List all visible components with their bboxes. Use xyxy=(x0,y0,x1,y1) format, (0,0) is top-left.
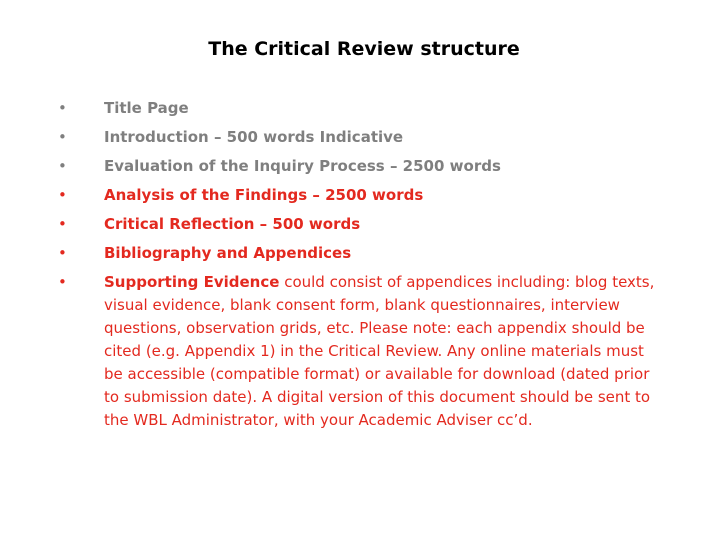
list-item xyxy=(56,213,666,236)
list-item xyxy=(56,155,666,178)
list-item-text: Evaluation of the Inquiry Process – 2500 words xyxy=(104,157,501,175)
list-item-lead: Supporting Evidence xyxy=(104,273,280,291)
list-item-text: could consist of appendices including: blog texts, visual evidence, blank consent form, blank questionnaires, interview questions, observation grids, etc. Please note: each appendix should be cited (e.g. Appendix 1) in the Critical Review. Any online materials must be accessible (compatible format) or available for download (dated prior to submission date). A digital version of this document should be sent to the WBL Administrator, with your Academic Adviser cc’d. xyxy=(104,273,655,429)
list-item xyxy=(56,97,666,120)
bullet-icon: • xyxy=(58,99,67,117)
bullet-icon: • xyxy=(58,157,67,175)
bullet-icon: • xyxy=(58,273,67,291)
list-item xyxy=(56,184,666,207)
list-item-text: Analysis of the Findings – 2500 words xyxy=(104,186,424,204)
bullet-icon: • xyxy=(58,128,67,146)
list-item-text: Introduction – 500 words Indicative xyxy=(104,128,404,146)
list-item xyxy=(56,242,666,265)
bullet-icon: • xyxy=(58,186,67,204)
slide-title: The Critical Review structure xyxy=(208,38,520,60)
list-item-text: Bibliography and Appendices xyxy=(104,244,352,262)
bullet-icon: • xyxy=(58,244,67,262)
list-item-text: Critical Reflection – 500 words xyxy=(104,215,361,233)
bullet-icon: • xyxy=(58,215,67,233)
list-item xyxy=(56,126,666,149)
list-item-text: Title Page xyxy=(104,99,189,117)
bullet-list xyxy=(56,97,666,432)
list-item xyxy=(56,271,666,432)
